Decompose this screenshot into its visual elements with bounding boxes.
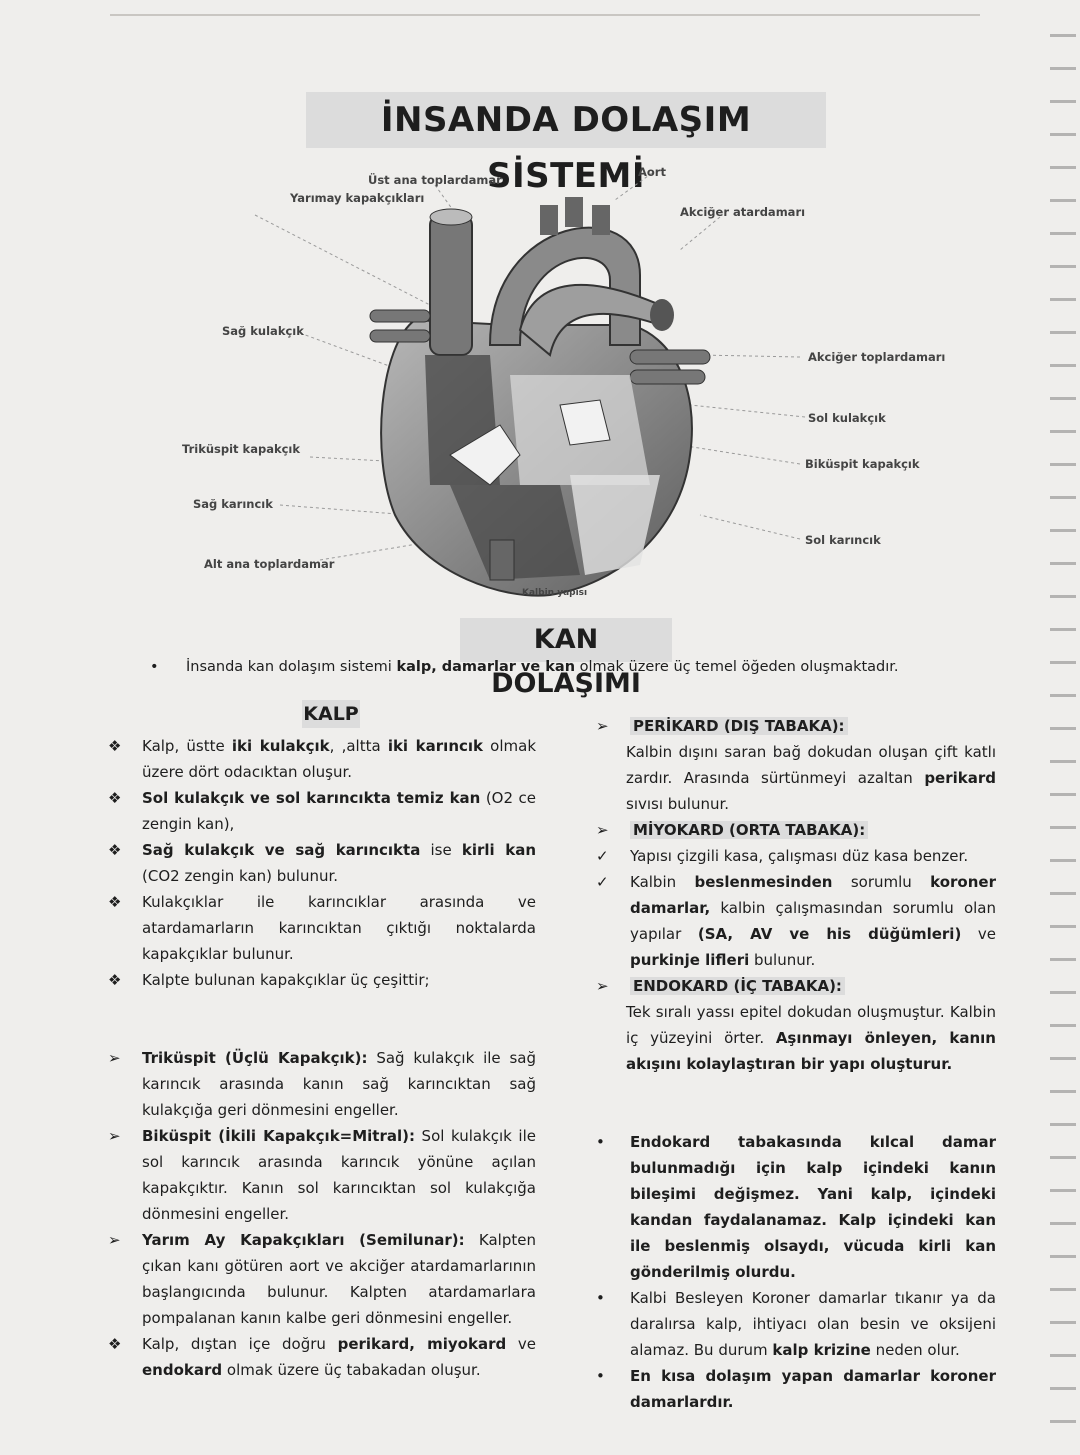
text: Sol kulakçık ile sol karıncık arasında karıncık yönüne açılan kapakçıktır. Kanın sol karıncıktan sol kulakçığa dönmesini engeller. [142,1127,536,1223]
arrow-marker: ➢ [108,1231,121,1249]
arrow-marker: ➢ [596,717,609,735]
text: Kalpten çıkan kanı götüren aort ve akciğer atardamarlarının başlangıcında bulunur. Kalpten atardamarlara pompalanan kanın kalbe geri dönmesini engeller. [142,1231,536,1327]
kalp-item-valves [108,889,536,967]
text-bold: Sağ kulakçık ve sağ karıncıkta [142,841,421,859]
kalp-item-chambers [108,733,536,785]
text: ve [506,1335,536,1353]
arrow-marker: ➢ [108,1127,121,1145]
label-left-atrium: Sol kulakçık [808,411,886,425]
diamond-marker: ❖ [108,971,122,989]
text-bold: iki kulakçık [231,737,330,755]
note-shortest [596,1363,996,1415]
valve-bicuspid [108,1123,536,1227]
arrow-marker: ➢ [596,977,609,995]
text-bold: endokard [142,1361,223,1379]
text-bold: Endokard tabakasında kılcal damar bulunmadığı için kalp içindeki kanın bileşimi değişmez. Yani kalp, içindeki kandan faydalanamaz. Kalp içindeki kan ile beslenmiş olsaydı, vücuda kirli kan gönderilmiş olurdu. [630,1133,996,1281]
endokard-text [596,999,996,1077]
label-inferior-vena-cava: Alt ana toplardamar [204,557,335,571]
intro-p1: İnsanda kan dolaşım sistemi [186,659,397,675]
text: Kalbin dışını saran bağ dokudan oluşan çift katlı zardır. Arasında sürtünmeyi azaltan [626,743,996,787]
page-title: İNSANDA DOLAŞIM SİSTEMİ [306,92,826,148]
heart-diagram [160,155,950,610]
perikard-heading [596,713,996,739]
text: Kalpte bulunan kapakçıklar üç çeşittir; [142,971,430,989]
text: ve [961,925,996,943]
diamond-marker: ❖ [108,841,122,859]
diamond-marker: ❖ [108,1335,122,1353]
note-koroner [596,1285,996,1363]
text-bold: Sol kulakçık ve sol karıncıkta temiz kan [142,789,481,807]
text: Kalbi Besleyen Koroner damarlar tıkanır ya da daralırsa kalp, ihtiyacı olan besin ve oksijeni alamaz. Bu durum [630,1289,996,1359]
text-bold: beslenmesinden [694,873,833,891]
arrow-marker: ➢ [108,1049,121,1067]
perikard-heading-text: PERİKARD (DIŞ TABAKA): [630,717,848,735]
text-bold: Aşınmayı önleyen, kanın akışını kolaylaştıran bir yapı oluşturur. [626,1029,996,1073]
text-bold: kirli kan [461,841,537,859]
text: Kulakçıklar ile karıncıklar arasında ve atardamarların karıncıktan çıktığı noktalarda kapakçıklar bulunur. [142,893,536,963]
text-bold: perikard [924,769,996,787]
label-pulmonary-vein: Akciğer toplardamarı [808,350,946,364]
label-left-ventricle: Sol karıncık [805,533,881,547]
top-rule [110,14,980,16]
text: Kalbin [630,873,695,891]
bullet-marker: • [596,1133,605,1151]
section-title: KAN DOLAŞIMI [460,618,672,662]
label-tricuspid: Triküspit kapakçık [182,442,301,456]
text-bold: Biküspit (İkili Kapakçık=Mitral): [142,1127,415,1145]
text: Kalp, üstte [142,737,232,755]
text: sorumlu [832,873,931,891]
text: ise [420,841,462,859]
text: (CO2 zengin kan) bulunur. [142,867,339,885]
miyokard-heading-text: MİYOKARD (ORTA TABAKA): [630,821,868,839]
endokard-heading-text: ENDOKARD (İÇ TABAKA): [630,977,845,995]
diamond-marker: ❖ [108,893,122,911]
bullet-marker: • [596,1367,605,1385]
text: olmak üzere dört odacıktan oluşur. [142,737,537,781]
arrow-marker: ➢ [596,821,609,839]
diamond-marker: ❖ [108,737,122,755]
bullet-marker: • [150,659,159,675]
kalp-item-left-clean [108,785,536,837]
text: Sağ kulakçık ile sağ karıncık arasında kanın sağ karıncıktan sağ kulakçığa geri dönmesini engeller. [142,1049,536,1119]
intro-text [186,656,980,678]
valve-tricuspid [108,1045,536,1123]
kalp-column [108,733,536,1383]
label-right-atrium: Sağ kulakçık [222,324,304,338]
kalp-item-valve-types [108,967,536,993]
text: neden olur. [870,1341,960,1359]
label-semilunar: Yarımay kapakçıkları [290,191,425,205]
perikard-text [596,739,996,817]
diamond-marker: ❖ [108,789,122,807]
endokard-heading [596,973,996,999]
diagram-caption: Kalbin yapısı [522,588,588,598]
text-bold: (SA, AV ve his düğümleri) [697,925,962,943]
text-bold: Yarım Ay Kapakçıkları (Semilunar): [142,1231,465,1249]
note-endokard [596,1129,996,1285]
text-bold: En kısa dolaşım yapan damarlar koroner damarlardır. [630,1367,996,1411]
miyokard-check-2 [596,869,996,973]
text: kalbin çalışmasından sorumlu olan yapılar [630,899,996,943]
text-bold: purkinje lifleri [630,951,750,969]
text-bold: Triküspit (Üçlü Kapakçık): [142,1049,368,1067]
intro-p2: olmak üzere üç temel öğeden oluşmaktadır. [575,659,899,675]
text: Yapısı çizgili kasa, çalışması düz kasa benzer. [630,847,969,865]
label-pulmonary-artery: Akciğer atardamarı [680,205,806,219]
intro-paragraph [150,656,980,678]
miyokard-heading [596,817,996,843]
layers-column [596,713,996,1415]
label-aorta: Aort [638,165,666,179]
text-bold: perikard, miyokard [337,1335,507,1353]
label-right-ventricle: Sağ karıncık [193,497,273,511]
text: sıvısı bulunur. [626,795,730,813]
text: , ,altta [329,737,388,755]
label-superior-vena-cava: Üst ana toplardamar [368,173,502,187]
text-bold: iki karıncık [387,737,484,755]
check-marker: ✓ [596,847,609,865]
text: bulunur. [749,951,816,969]
text-bold: koroner damarlar, [630,873,996,917]
valve-semilunar [108,1227,536,1331]
bullet-marker: • [596,1289,605,1307]
text: olmak üzere üç tabakadan oluşur. [222,1361,481,1379]
text: Kalp, dıştan içe doğru [142,1335,338,1353]
check-marker: ✓ [596,873,609,891]
text: Tek sıralı yassı epitel dokudan oluşmuştur. Kalbin iç yüzeyini örter. [626,1003,996,1047]
text: (O2 ce zengin kan), [142,789,536,833]
kalp-item-layers [108,1331,536,1383]
miyokard-check-1 [596,843,996,869]
kalp-item-right-dirty [108,837,536,889]
text-bold: kalp krizine [772,1341,871,1359]
intro-b1: kalp, damarlar ve kan [396,659,576,675]
spiral-binding [1050,20,1076,1440]
label-bicuspid: Biküspit kapakçık [805,457,920,471]
kalp-heading: KALP [302,700,360,728]
